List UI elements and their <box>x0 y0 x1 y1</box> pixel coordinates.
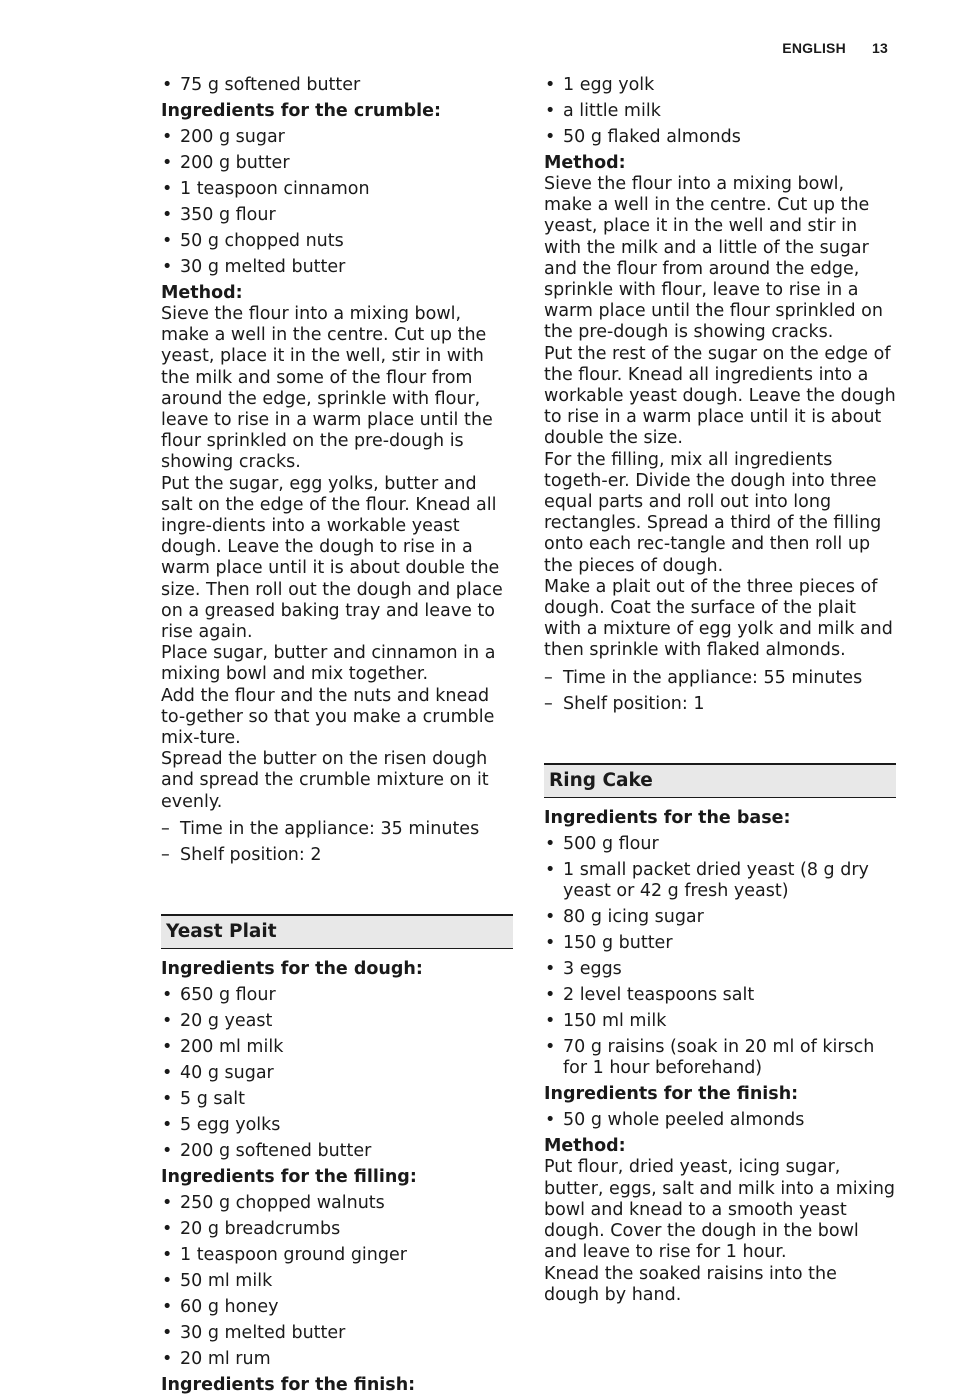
list-item: • 200 g softened butter <box>161 1141 513 1162</box>
page-number: 13 <box>872 40 888 56</box>
filling-ingredient-list <box>161 1193 513 1370</box>
section-title-ring-cake: Ring Cake <box>544 763 896 798</box>
language-label: ENGLISH <box>782 40 846 56</box>
list-item: • 200 g butter <box>161 153 513 174</box>
crumble-ingredient-list <box>161 127 513 278</box>
finish-ingredient-list <box>544 1110 896 1131</box>
method-paragraph: Place sugar, butter and cinnamon in a mixing bowl and mix together. <box>161 643 496 685</box>
list-item: • 50 g whole peeled almonds <box>544 1110 896 1131</box>
method-paragraph: Put the sugar, egg yolks, butter and salt on the edge of the flour. Knead all ingre-dients into a workable yeast dough. Leave the dough to rise in a warm place until it is about double the size. Then roll out the dough and place on a greased baking tray and leave to rise again. <box>161 473 503 643</box>
method-heading: Method: <box>544 1136 626 1157</box>
base-heading: Ingredients for the base: <box>544 807 791 828</box>
right-column <box>544 70 896 1306</box>
list-item: • 150 g butter <box>544 933 896 954</box>
list-item: • 5 egg yolks <box>161 1115 513 1136</box>
list-item: • 200 g sugar <box>161 127 513 148</box>
list-item: • 80 g icing sugar <box>544 907 896 928</box>
list-item: • 50 g flaked almonds <box>544 127 896 148</box>
list-item: • 70 g raisins (soak in 20 ml of kirsch for 1 hour beforehand) <box>544 1037 896 1079</box>
list-item: • 20 ml rum <box>161 1349 513 1370</box>
list-item: – Time in the appliance: 35 minutes <box>161 819 513 840</box>
method-paragraph: Spread the butter on the risen dough and spread the crumble mixture on it evenly. <box>161 749 489 812</box>
list-item: • a little milk <box>544 101 896 122</box>
list-item: • 30 g melted butter <box>161 257 513 278</box>
filling-heading: Ingredients for the filling: <box>161 1167 417 1188</box>
method-heading: Method: <box>544 152 626 173</box>
method-paragraph: Make a plait out of the three pieces of dough. Coat the surface of the plait with a mixture of egg yolk and milk and then sprinkle with flaked almonds. <box>544 576 893 661</box>
dough-ingredient-list <box>161 985 513 1162</box>
method-paragraph: Sieve the flour into a mixing bowl, make a well in the centre. Cut up the yeast, place it in the well, stir in with the milk and some of the flour from around the edge, sprinkle with flour, leave to rise in a warm place until the flour sprinkled on the pre-dough is showing cracks. <box>161 304 493 473</box>
list-item: • 20 g yeast <box>161 1011 513 1032</box>
crumble-heading: Ingredients for the crumble: <box>161 100 441 121</box>
list-item: • 1 small packet dried yeast (8 g dry yeast or 42 g fresh yeast) <box>544 860 896 902</box>
left-column <box>161 70 513 1396</box>
list-item: • 1 egg yolk <box>544 75 896 96</box>
list-item: • 30 g melted butter <box>161 1323 513 1344</box>
list-item: • 350 g flour <box>161 205 513 226</box>
method-paragraph: Put the rest of the sugar on the edge of the flour. Knead all ingredients into a workable yeast dough. Leave the dough to rise in a warm place until it is about double the size. <box>544 343 896 449</box>
list-item: • 60 g honey <box>161 1297 513 1318</box>
list-item: • 5 g salt <box>161 1089 513 1110</box>
section-title-yeast-plait: Yeast Plait <box>161 914 513 949</box>
method-paragraph: Put flour, dried yeast, icing sugar, butter, eggs, salt and milk into a mixing bowl and knead to a smooth yeast dough. Cover the dough in the bowl and leave to rise for 1 hour. <box>544 1157 896 1263</box>
settings-list <box>544 668 896 715</box>
page-header <box>782 38 888 59</box>
list-item: – Shelf position: 1 <box>544 694 896 715</box>
list-item: • 1 teaspoon ground ginger <box>161 1245 513 1266</box>
list-item: • 1 teaspoon cinnamon <box>161 179 513 200</box>
finish-heading: Ingredients for the finish: <box>161 1375 416 1396</box>
list-item: • 500 g flour <box>544 834 896 855</box>
list-item: • 2 level teaspoons salt <box>544 985 896 1006</box>
list-item: • 50 g chopped nuts <box>161 231 513 252</box>
finish-ingredient-list <box>544 75 896 148</box>
list-item: • 40 g sugar <box>161 1063 513 1084</box>
list-item: • 250 g chopped walnuts <box>161 1193 513 1214</box>
dough-heading: Ingredients for the dough: <box>161 959 423 980</box>
list-item: • 150 ml milk <box>544 1011 896 1032</box>
settings-list <box>161 819 513 866</box>
list-item: • 75 g softened butter <box>161 75 513 96</box>
method-paragraph: For the filling, mix all ingredients togeth-er. Divide the dough into three equal parts and roll out into long rectangles. Spread a third of the filling onto each rec-tangle and then roll up the pieces of dough. <box>544 449 882 576</box>
method-paragraph: Add the flour and the nuts and knead to-gether so that you make a crumble mix-ture. <box>161 685 495 749</box>
list-item: • 20 g breadcrumbs <box>161 1219 513 1240</box>
list-item: • 3 eggs <box>544 959 896 980</box>
finish-heading: Ingredients for the finish: <box>544 1084 799 1105</box>
list-item: • 50 ml milk <box>161 1271 513 1292</box>
list-item: – Time in the appliance: 55 minutes <box>544 668 896 689</box>
list-item: • 200 ml milk <box>161 1037 513 1058</box>
method-paragraph: Sieve the flour into a mixing bowl, make a well in the centre. Cut up the yeast, place it in the well and stir in with the milk and a little of the sugar and the flour from around the edge, sprinkle with flour, leave to rise in a warm place until the flour sprinkled on the pre-dough is showing cracks. <box>544 174 883 343</box>
method-heading: Method: <box>161 282 243 303</box>
ingredient-list <box>161 75 513 96</box>
list-item: • 650 g flour <box>161 985 513 1006</box>
base-ingredient-list <box>544 834 896 1080</box>
method-paragraph: Knead the soaked raisins into the dough by hand. <box>544 1263 837 1305</box>
list-item: – Shelf position: 2 <box>161 845 513 866</box>
